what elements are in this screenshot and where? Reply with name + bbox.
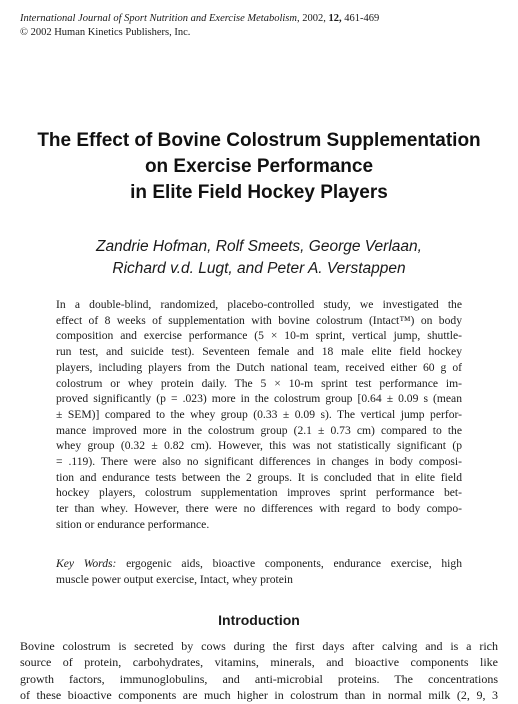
article-title — [0, 128, 518, 206]
abstract-line: composition and exercise performance (5 × 10-m sprint, vertical jump, shuttle- — [56, 329, 462, 343]
abstract-line: tion and endurance tests between the 2 groups. It is concluded that in elite field — [56, 470, 462, 484]
journal-pages: 461-469 — [341, 13, 380, 24]
body-line: source of protein, carbohydrates, vitamins, minerals, and bioactive components like — [20, 655, 498, 670]
abstract-line: colostrum or whey protein daily. The 5 × 10-m sprint test performance im- — [56, 376, 462, 390]
title-line: on Exercise Performance — [144, 156, 374, 177]
author-list — [0, 236, 518, 280]
title-line: The Effect of Bovine Colostrum Supplementation — [37, 130, 481, 151]
journal-citation — [20, 12, 379, 26]
keywords — [56, 556, 462, 587]
abstract-line: run test, and suicide test). Seventeen female and 18 male elite field hockey — [56, 345, 462, 359]
introduction-body — [20, 638, 498, 704]
journal-year: , 2002, — [296, 13, 329, 24]
abstract-line: mance improved more in the colostrum group (2.1 ± 0.73 cm) compared to the — [56, 423, 462, 437]
body-line: of these bioactive components are much higher in colostrum than in normal milk (2, 9, 3 — [20, 688, 498, 703]
keywords-line: muscle power output exercise, Intact, whey protein — [56, 572, 293, 586]
keywords-text: ergogenic aids, bioactive components, endurance exercise, high — [116, 557, 462, 570]
abstract-line: players, including players from the Dutch national team, received either 60 g of — [56, 360, 462, 374]
abstract-line: whey group (0.32 ± 0.82 cm). However, this was not statistically significant (p — [56, 439, 462, 453]
abstract-line: ± SEM)] compared to the whey group (0.33 ± 0.09 s). The vertical jump perfor- — [56, 407, 462, 421]
abstract-line: effect of 8 weeks of supplementation with bovine colostrum (Intact™) on body — [56, 313, 462, 327]
abstract-line: hockey players, colostrum supplementation improves sprint performance bet- — [56, 486, 462, 500]
keywords-label: Key Words: — [56, 557, 117, 570]
journal-header — [20, 12, 379, 40]
copyright-line: © 2002 Human Kinetics Publishers, Inc. — [20, 27, 191, 38]
journal-volume: 12, — [328, 13, 342, 24]
abstract-line: = .119). There were also no significant differences in changes in body composi- — [56, 455, 462, 469]
abstract-line: proved significantly (p = .023) more in the colostrum group [0.64 ± 0.09 s (mean — [56, 392, 462, 406]
body-line: growth factors, immunoglobulins, and anti-microbial proteins. The concentrations — [20, 671, 498, 686]
author-line: Richard v.d. Lugt, and Peter A. Verstappen — [112, 260, 406, 277]
abstract-line: ter than whey. However, there were no differences with regard to body compo- — [56, 502, 462, 516]
body-line: Bovine colostrum is secreted by cows during the first days after calving and is a rich — [20, 639, 498, 653]
abstract-line: In a double-blind, randomized, placebo-controlled study, we investigated the — [56, 298, 462, 311]
keywords-line — [56, 556, 462, 572]
abstract-line: sition or endurance performance. — [56, 517, 210, 531]
journal-name: International Journal of Sport Nutrition and Exercise Metabolism — [20, 13, 297, 24]
abstract — [56, 297, 462, 533]
section-heading-introduction: Introduction — [218, 612, 300, 628]
title-line: in Elite Field Hockey Players — [130, 182, 388, 203]
author-line: Zandrie Hofman, Rolf Smeets, George Verlaan, — [96, 238, 422, 255]
